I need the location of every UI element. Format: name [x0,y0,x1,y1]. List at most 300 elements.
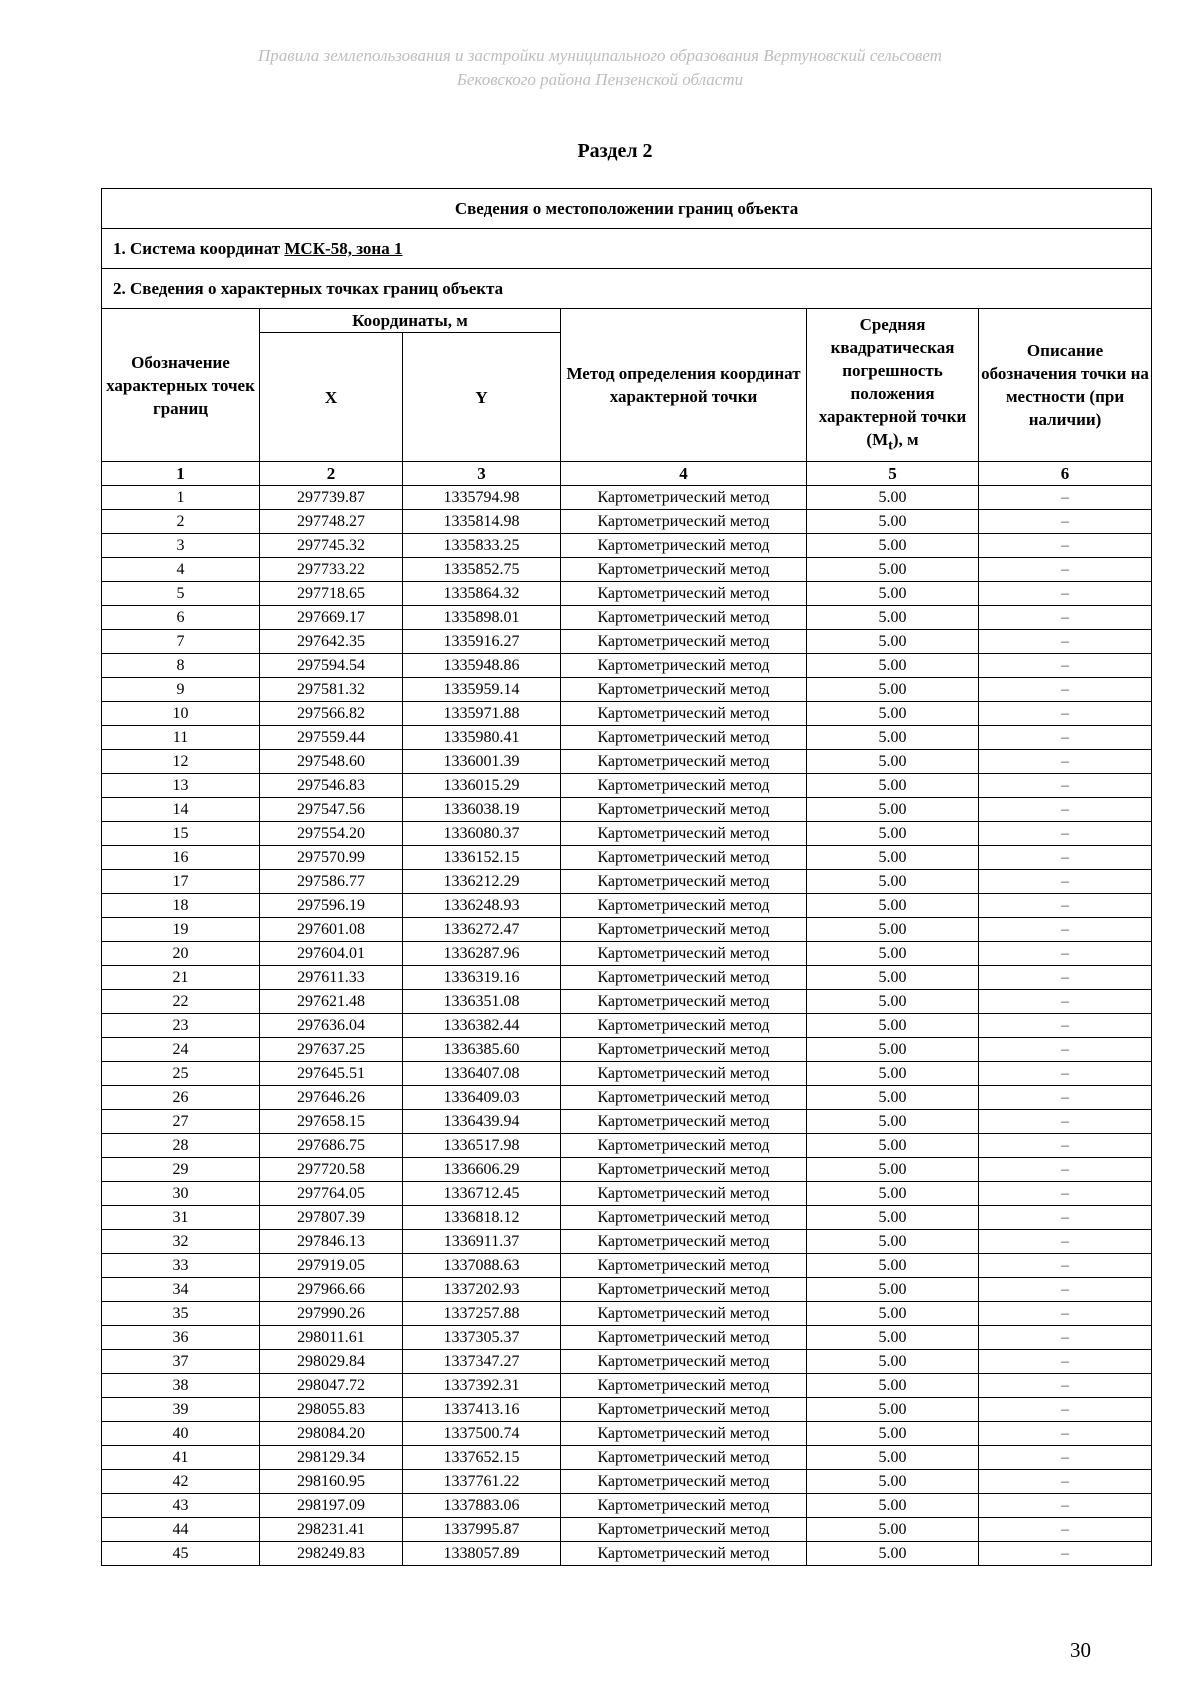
description-cell: – [979,654,1152,678]
table-row [102,558,1152,582]
description-cell: – [979,726,1152,750]
table-row [102,606,1152,630]
y-coordinate-cell: 1336351.08 [403,990,561,1014]
x-coordinate-cell: 298197.09 [260,1494,403,1518]
error-cell: 5.00 [807,582,979,606]
method-cell: Картометрический метод [561,1518,807,1542]
x-coordinate-cell: 297745.32 [260,534,403,558]
method-cell: Картометрический метод [561,1446,807,1470]
method-cell: Картометрический метод [561,1470,807,1494]
method-cell: Картометрический метод [561,1086,807,1110]
method-cell: Картометрический метод [561,1230,807,1254]
table-row [102,990,1152,1014]
description-cell: – [979,1518,1152,1542]
table-row [102,486,1152,510]
method-cell: Картометрический метод [561,1542,807,1566]
point-number-cell: 44 [102,1518,260,1542]
error-cell: 5.00 [807,1254,979,1278]
method-cell: Картометрический метод [561,894,807,918]
table-row [102,774,1152,798]
method-cell: Картометрический метод [561,726,807,750]
point-number-cell: 42 [102,1470,260,1494]
method-cell: Картометрический метод [561,1350,807,1374]
y-coordinate-cell: 1336517.98 [403,1134,561,1158]
x-coordinate-cell: 297604.01 [260,942,403,966]
error-cell: 5.00 [807,1326,979,1350]
x-coordinate-cell: 297586.77 [260,870,403,894]
point-number-cell: 34 [102,1278,260,1302]
method-cell: Картометрический метод [561,702,807,726]
column-number: 1 [102,462,260,486]
x-coordinate-cell: 297566.82 [260,702,403,726]
error-cell: 5.00 [807,486,979,510]
point-number-cell: 15 [102,822,260,846]
description-cell: – [979,1278,1152,1302]
y-coordinate-cell: 1336606.29 [403,1158,561,1182]
y-coordinate-cell: 1337347.27 [403,1350,561,1374]
x-coordinate-cell: 297720.58 [260,1158,403,1182]
y-coordinate-cell: 1335864.32 [403,582,561,606]
method-cell: Картометрический метод [561,1302,807,1326]
table-row [102,1302,1152,1326]
description-cell: – [979,870,1152,894]
description-cell: – [979,1446,1152,1470]
table-row [102,1326,1152,1350]
x-coordinate-cell: 297739.87 [260,486,403,510]
table-row [102,630,1152,654]
header-description: Описание обозначения точки на местности (при наличии) [979,309,1152,462]
error-cell: 5.00 [807,1350,979,1374]
table-row [102,654,1152,678]
description-cell: – [979,774,1152,798]
method-cell: Картометрический метод [561,678,807,702]
header-row-1 [102,309,1152,333]
x-coordinate-cell: 297636.04 [260,1014,403,1038]
point-number-cell: 32 [102,1230,260,1254]
description-cell: – [979,582,1152,606]
y-coordinate-cell: 1336038.19 [403,798,561,822]
method-cell: Картометрический метод [561,1326,807,1350]
description-cell: – [979,606,1152,630]
point-number-cell: 36 [102,1326,260,1350]
y-coordinate-cell: 1336152.15 [403,846,561,870]
description-cell: – [979,798,1152,822]
description-cell: – [979,1206,1152,1230]
error-cell: 5.00 [807,1518,979,1542]
point-number-cell: 38 [102,1374,260,1398]
table-row [102,1470,1152,1494]
error-cell: 5.00 [807,1302,979,1326]
method-cell: Картометрический метод [561,1062,807,1086]
point-number-cell: 18 [102,894,260,918]
point-number-cell: 13 [102,774,260,798]
x-coordinate-cell: 298047.72 [260,1374,403,1398]
table-row [102,534,1152,558]
table-row [102,582,1152,606]
point-number-cell: 5 [102,582,260,606]
method-cell: Картометрический метод [561,1278,807,1302]
method-cell: Картометрический метод [561,846,807,870]
y-coordinate-cell: 1337500.74 [403,1422,561,1446]
x-coordinate-cell: 297764.05 [260,1182,403,1206]
y-coordinate-cell: 1336409.03 [403,1086,561,1110]
y-coordinate-cell: 1335794.98 [403,486,561,510]
method-cell: Картометрический метод [561,918,807,942]
description-cell: – [979,678,1152,702]
point-number-cell: 24 [102,1038,260,1062]
y-coordinate-cell: 1336407.08 [403,1062,561,1086]
method-cell: Картометрический метод [561,1422,807,1446]
error-cell: 5.00 [807,1158,979,1182]
table-title: Сведения о местоположении границ объекта [102,189,1152,229]
y-coordinate-cell: 1336818.12 [403,1206,561,1230]
error-cell: 5.00 [807,1542,979,1566]
description-cell: – [979,486,1152,510]
table-row [102,1158,1152,1182]
point-number-cell: 2 [102,510,260,534]
error-cell: 5.00 [807,702,979,726]
table-row [102,1494,1152,1518]
point-number-cell: 22 [102,990,260,1014]
crs-cell [102,229,1152,269]
point-number-cell: 20 [102,942,260,966]
y-coordinate-cell: 1335971.88 [403,702,561,726]
table-row [102,510,1152,534]
table-row [102,1182,1152,1206]
description-cell: – [979,1254,1152,1278]
section-title: Раздел 2 [577,140,653,162]
x-coordinate-cell: 298129.34 [260,1446,403,1470]
method-cell: Картометрический метод [561,534,807,558]
error-cell: 5.00 [807,894,979,918]
description-cell: – [979,966,1152,990]
method-cell: Картометрический метод [561,1110,807,1134]
x-coordinate-cell: 298055.83 [260,1398,403,1422]
method-cell: Картометрический метод [561,510,807,534]
method-cell: Картометрический метод [561,942,807,966]
method-cell: Картометрический метод [561,774,807,798]
table-row [102,1542,1152,1566]
method-cell: Картометрический метод [561,486,807,510]
error-cell: 5.00 [807,990,979,1014]
y-coordinate-cell: 1337761.22 [403,1470,561,1494]
description-cell: – [979,1110,1152,1134]
y-coordinate-cell: 1335898.01 [403,606,561,630]
point-number-cell: 37 [102,1350,260,1374]
column-number: 4 [561,462,807,486]
method-cell: Картометрический метод [561,630,807,654]
table-row [102,1014,1152,1038]
description-cell: – [979,750,1152,774]
table-row [102,1398,1152,1422]
x-coordinate-cell: 297686.75 [260,1134,403,1158]
column-number: 6 [979,462,1152,486]
point-number-cell: 25 [102,1062,260,1086]
description-cell: – [979,1494,1152,1518]
description-cell: – [979,846,1152,870]
error-cell: 5.00 [807,630,979,654]
description-cell: – [979,558,1152,582]
error-cell: 5.00 [807,558,979,582]
x-coordinate-cell: 297547.56 [260,798,403,822]
x-coordinate-cell: 298249.83 [260,1542,403,1566]
column-number: 5 [807,462,979,486]
error-cell: 5.00 [807,1422,979,1446]
error-cell: 5.00 [807,1446,979,1470]
error-cell: 5.00 [807,1374,979,1398]
description-cell: – [979,1470,1152,1494]
point-number-cell: 6 [102,606,260,630]
method-cell: Картометрический метод [561,1254,807,1278]
method-cell: Картометрический метод [561,990,807,1014]
point-number-cell: 7 [102,630,260,654]
error-cell: 5.00 [807,750,979,774]
x-coordinate-cell: 297637.25 [260,1038,403,1062]
table-row [102,1206,1152,1230]
running-header-line-2: Бековского района Пензенской области [456,70,744,89]
description-cell: – [979,942,1152,966]
point-number-cell: 27 [102,1110,260,1134]
point-number-cell: 10 [102,702,260,726]
table-row [102,1086,1152,1110]
error-cell: 5.00 [807,1014,979,1038]
x-coordinate-cell: 297919.05 [260,1254,403,1278]
description-cell: – [979,1182,1152,1206]
table-row [102,1374,1152,1398]
header-y: Y [403,333,561,462]
point-number-cell: 21 [102,966,260,990]
method-cell: Картометрический метод [561,966,807,990]
x-coordinate-cell: 297596.19 [260,894,403,918]
error-cell: 5.00 [807,870,979,894]
error-cell: 5.00 [807,654,979,678]
method-cell: Картометрический метод [561,654,807,678]
x-coordinate-cell: 297581.32 [260,678,403,702]
point-number-cell: 16 [102,846,260,870]
x-coordinate-cell: 297601.08 [260,918,403,942]
description-cell: – [979,702,1152,726]
x-coordinate-cell: 298231.41 [260,1518,403,1542]
table-row [102,726,1152,750]
method-cell: Картометрический метод [561,558,807,582]
description-cell: – [979,1542,1152,1566]
point-number-cell: 1 [102,486,260,510]
x-coordinate-cell: 297642.35 [260,630,403,654]
x-coordinate-cell: 297990.26 [260,1302,403,1326]
table-row [102,1230,1152,1254]
table-row [102,942,1152,966]
x-coordinate-cell: 297594.54 [260,654,403,678]
y-coordinate-cell: 1336712.45 [403,1182,561,1206]
method-cell: Картометрический метод [561,1494,807,1518]
point-number-cell: 28 [102,1134,260,1158]
crs-value: МСК-58, зона 1 [284,239,403,258]
description-cell: – [979,1374,1152,1398]
method-cell: Картометрический метод [561,1014,807,1038]
x-coordinate-cell: 297669.17 [260,606,403,630]
y-coordinate-cell: 1337652.15 [403,1446,561,1470]
table-row [102,846,1152,870]
crs-row [102,229,1152,269]
x-coordinate-cell: 298029.84 [260,1350,403,1374]
table-title-row [102,189,1152,229]
y-coordinate-cell: 1338057.89 [403,1542,561,1566]
x-coordinate-cell: 297645.51 [260,1062,403,1086]
column-number: 2 [260,462,403,486]
table-row [102,1062,1152,1086]
header-error-tail: ), м [892,429,919,449]
description-cell: – [979,1062,1152,1086]
x-coordinate-cell: 297554.20 [260,822,403,846]
description-cell: – [979,1158,1152,1182]
error-cell: 5.00 [807,822,979,846]
y-coordinate-cell: 1337088.63 [403,1254,561,1278]
point-number-cell: 17 [102,870,260,894]
table-row [102,1350,1152,1374]
error-cell: 5.00 [807,1398,979,1422]
y-coordinate-cell: 1336439.94 [403,1110,561,1134]
table-row [102,678,1152,702]
page-number: 30 [1070,1638,1091,1662]
table-row [102,966,1152,990]
method-cell: Картометрический метод [561,1182,807,1206]
y-coordinate-cell: 1337305.37 [403,1326,561,1350]
y-coordinate-cell: 1335916.27 [403,630,561,654]
description-cell: – [979,1230,1152,1254]
column-number-row [102,462,1152,486]
y-coordinate-cell: 1335959.14 [403,678,561,702]
y-coordinate-cell: 1336382.44 [403,1014,561,1038]
error-cell: 5.00 [807,1086,979,1110]
table-row [102,750,1152,774]
table-row [102,1134,1152,1158]
point-number-cell: 12 [102,750,260,774]
point-number-cell: 14 [102,798,260,822]
running-header [0,44,1200,92]
point-number-cell: 31 [102,1206,260,1230]
y-coordinate-cell: 1335814.98 [403,510,561,534]
x-coordinate-cell: 297611.33 [260,966,403,990]
description-cell: – [979,918,1152,942]
error-cell: 5.00 [807,1062,979,1086]
x-coordinate-cell: 297966.66 [260,1278,403,1302]
y-coordinate-cell: 1336001.39 [403,750,561,774]
error-cell: 5.00 [807,1278,979,1302]
y-coordinate-cell: 1337883.06 [403,1494,561,1518]
method-cell: Картометрический метод [561,750,807,774]
table-row [102,918,1152,942]
description-cell: – [979,990,1152,1014]
table-row [102,1446,1152,1470]
y-coordinate-cell: 1337392.31 [403,1374,561,1398]
header-error-main: Средняя квадратическая погрешность положения характерной точки (M [818,314,967,449]
description-cell: – [979,1350,1152,1374]
method-cell: Картометрический метод [561,606,807,630]
error-cell: 5.00 [807,798,979,822]
y-coordinate-cell: 1336287.96 [403,942,561,966]
crs-label: 1. Система координат [113,239,281,258]
y-coordinate-cell: 1337413.16 [403,1398,561,1422]
method-cell: Картометрический метод [561,1398,807,1422]
error-cell: 5.00 [807,1038,979,1062]
header-error-subscript: t [888,437,893,454]
method-cell: Картометрический метод [561,822,807,846]
method-cell: Картометрический метод [561,1206,807,1230]
point-number-cell: 41 [102,1446,260,1470]
error-cell: 5.00 [807,1470,979,1494]
error-cell: 5.00 [807,1134,979,1158]
point-number-cell: 23 [102,1014,260,1038]
x-coordinate-cell: 297570.99 [260,846,403,870]
table-row [102,822,1152,846]
x-coordinate-cell: 297621.48 [260,990,403,1014]
method-cell: Картометрический метод [561,1374,807,1398]
table-row [102,1110,1152,1134]
error-cell: 5.00 [807,678,979,702]
x-coordinate-cell: 297646.26 [260,1086,403,1110]
description-cell: – [979,1134,1152,1158]
x-coordinate-cell: 297807.39 [260,1206,403,1230]
method-cell: Картометрический метод [561,870,807,894]
point-number-cell: 11 [102,726,260,750]
point-number-cell: 43 [102,1494,260,1518]
description-cell: – [979,510,1152,534]
error-cell: 5.00 [807,1230,979,1254]
table-row [102,1254,1152,1278]
x-coordinate-cell: 298084.20 [260,1422,403,1446]
table-row [102,870,1152,894]
description-cell: – [979,1422,1152,1446]
running-header-line-1: Правила землепользования и застройки муниципального образования Вертуновский сельсовет [258,46,942,65]
description-cell: – [979,1014,1152,1038]
point-number-cell: 30 [102,1182,260,1206]
x-coordinate-cell: 297548.60 [260,750,403,774]
point-number-cell: 8 [102,654,260,678]
point-number-cell: 33 [102,1254,260,1278]
header-designation: Обозначение характерных точек границ [102,309,260,462]
description-cell: – [979,822,1152,846]
error-cell: 5.00 [807,1206,979,1230]
point-number-cell: 35 [102,1302,260,1326]
y-coordinate-cell: 1336080.37 [403,822,561,846]
x-coordinate-cell: 298011.61 [260,1326,403,1350]
method-cell: Картометрический метод [561,582,807,606]
error-cell: 5.00 [807,966,979,990]
point-number-cell: 39 [102,1398,260,1422]
error-cell: 5.00 [807,534,979,558]
y-coordinate-cell: 1335948.86 [403,654,561,678]
x-coordinate-cell: 298160.95 [260,1470,403,1494]
error-cell: 5.00 [807,606,979,630]
y-coordinate-cell: 1335852.75 [403,558,561,582]
point-number-cell: 29 [102,1158,260,1182]
description-cell: – [979,1086,1152,1110]
y-coordinate-cell: 1336212.29 [403,870,561,894]
y-coordinate-cell: 1337202.93 [403,1278,561,1302]
x-coordinate-cell: 297846.13 [260,1230,403,1254]
table-row [102,1038,1152,1062]
point-number-cell: 40 [102,1422,260,1446]
point-number-cell: 45 [102,1542,260,1566]
x-coordinate-cell: 297658.15 [260,1110,403,1134]
error-cell: 5.00 [807,846,979,870]
description-cell: – [979,630,1152,654]
error-cell: 5.00 [807,1110,979,1134]
table-row [102,702,1152,726]
y-coordinate-cell: 1336015.29 [403,774,561,798]
x-coordinate-cell: 297748.27 [260,510,403,534]
table-row [102,1518,1152,1542]
